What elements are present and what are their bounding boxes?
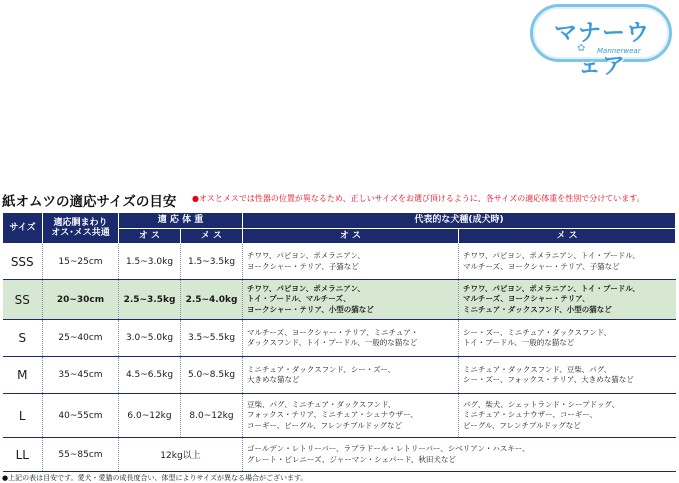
breed-line: シー・ズー、ミニチュア・ダックスフンド、 xyxy=(463,327,612,337)
gender-note: ●オスとメスでは性器の位置が異なるため、正しいサイズをお選び頂けるように、各サイズの適応体重を性別で分けています。 xyxy=(192,194,645,203)
header-girth-line2: オス･メス共通 xyxy=(51,228,110,238)
weight-male-cell: 2.5~3.5kg xyxy=(119,280,181,320)
header-girth xyxy=(43,213,119,244)
breeds-male-cell xyxy=(243,244,459,280)
breed-line: ヨークシャー・テリア、小型の猫など xyxy=(247,304,374,314)
breeds-male-cell xyxy=(243,357,459,394)
header-weight: 適 応 体 重 xyxy=(119,213,243,229)
paw-icon: ✿ xyxy=(577,43,586,54)
size-cell: L xyxy=(3,394,43,438)
weight-male-cell: 4.5~6.5kg xyxy=(119,357,181,394)
breeds-female-cell xyxy=(459,320,676,357)
breed-line: ゴールデン・レトリーバー、ラブラドール・レトリーバー、シベリアン・ハスキー、 xyxy=(247,444,530,454)
breed-line: 豆柴、パグ、ミニチュア・ダックスフンド、 xyxy=(247,400,396,410)
girth-cell: 35~45cm xyxy=(43,357,119,394)
brand-logo xyxy=(530,4,672,79)
breed-line: チワワ、パピヨン、ポメラニアン、トイ・プードル、 xyxy=(463,284,640,294)
table-row xyxy=(3,244,676,280)
breed-line: パグ、柴犬、シェットランド・シープドッグ、 xyxy=(463,400,620,410)
breed-line: ヨークシャー・テリア、子猫など xyxy=(247,261,359,271)
header-breeds-male: オ ス xyxy=(243,229,459,244)
size-cell: SSS xyxy=(3,244,43,280)
header-weight-male: オ ス xyxy=(119,229,181,244)
footnote: ●上記の表は目安です。愛犬・愛猫の成長度合い、体型によりサイズが異なる場合がございます。 xyxy=(2,474,308,482)
girth-cell: 20~30cm xyxy=(43,280,119,320)
header-girth-line1: 適応胴まわり xyxy=(53,217,108,228)
breed-line: チワワ、パピヨン、ポメラニアン、トイ・プードル、 xyxy=(463,251,640,261)
table-row xyxy=(3,438,676,472)
weight-female-cell: 1.5~3.5kg xyxy=(181,244,243,280)
header-size: サイズ xyxy=(3,213,43,244)
weight-male-cell: 3.0~5.0kg xyxy=(119,320,181,357)
table-row xyxy=(3,280,676,320)
brand-logo-text: マナーウェア xyxy=(554,20,650,79)
girth-cell: 55~85cm xyxy=(43,438,119,472)
weight-male-cell: 6.0~12kg xyxy=(119,394,181,438)
breed-line: マルチーズ、ヨークシャー・テリア、子猫など xyxy=(463,261,620,271)
weight-merged-cell: 12kg以上 xyxy=(119,438,243,472)
breeds-male-cell xyxy=(243,394,459,438)
weight-female-cell: 5.0~8.5kg xyxy=(181,357,243,394)
table-row xyxy=(3,394,676,438)
breed-line: ビーグル、フレンチブルドッグなど xyxy=(463,420,581,430)
weight-female-cell: 2.5~4.0kg xyxy=(181,280,243,320)
breed-line: ミニチュア・ダックスフンド、小型の猫など xyxy=(463,304,612,314)
breed-line: 大きめな猫など xyxy=(247,375,300,384)
page-title: 紙オムツの適応サイズの目安 xyxy=(2,194,177,210)
size-table xyxy=(2,212,676,472)
breed-line: コーギー、ビーグル、フレンチブルドッグなど xyxy=(247,420,402,430)
breed-line: マルチーズ、ヨークシャー・テリア、 xyxy=(463,294,590,304)
breed-line: チワワ、パピヨン、ポメラニアン、 xyxy=(247,284,365,294)
breeds-merged-cell xyxy=(243,438,676,472)
weight-male-cell: 1.5~3.0kg xyxy=(119,244,181,280)
breed-line: ミニチュア・シュナウザー、コーギー、 xyxy=(463,410,598,420)
table-row xyxy=(3,357,676,394)
breeds-female-cell xyxy=(459,244,676,280)
header-breeds-female: メ ス xyxy=(459,229,676,244)
weight-female-cell: 8.0~12kg xyxy=(181,394,243,438)
breed-line: グレート・ピレニーズ、ジャーマン・シェパード、秋田犬など xyxy=(247,454,456,464)
breed-line: ダックスフンド、トイ・プードル、一般的な猫など xyxy=(247,338,418,347)
breeds-male-cell xyxy=(243,320,459,357)
girth-cell: 15~25cm xyxy=(43,244,119,280)
breed-line: トイ・プードル、マルチーズ、 xyxy=(247,294,351,304)
table-row xyxy=(3,320,676,357)
girth-cell: 40~55cm xyxy=(43,394,119,438)
breeds-female-cell xyxy=(459,394,676,438)
breeds-male-cell xyxy=(243,280,459,320)
breeds-female-cell xyxy=(459,357,676,394)
breed-line: ミニチュア・ダックスフンド、豆柴、パグ、 xyxy=(463,364,612,374)
size-cell: M xyxy=(3,357,43,394)
girth-cell: 25~40cm xyxy=(43,320,119,357)
header-breeds: 代表的な犬種(成犬時) xyxy=(243,213,676,229)
breed-line: マルチーズ、ヨークシャー・テリア、ミニチュア・ xyxy=(247,327,419,337)
breed-line: ミニチュア・ダックスフンド、シー・ズー、 xyxy=(247,364,396,374)
breed-line: チワワ、パピヨン、ポメラニアン、 xyxy=(247,251,365,261)
size-cell: SS xyxy=(3,280,43,320)
header-weight-female: メ ス xyxy=(181,229,243,244)
breed-line: トイ・プードル、一般的な猫など xyxy=(463,338,575,347)
breeds-female-cell xyxy=(459,280,676,320)
breed-line: シー・ズー、フォックス・テリア、大きめな猫など xyxy=(463,375,634,384)
weight-female-cell: 3.5~5.5kg xyxy=(181,320,243,357)
brand-logo-subtext: Mannerwear xyxy=(597,47,641,55)
breed-line: フォックス・テリア、ミニチュア・シュナウザー、 xyxy=(247,410,418,420)
size-cell: LL xyxy=(3,438,43,472)
size-cell: S xyxy=(3,320,43,357)
